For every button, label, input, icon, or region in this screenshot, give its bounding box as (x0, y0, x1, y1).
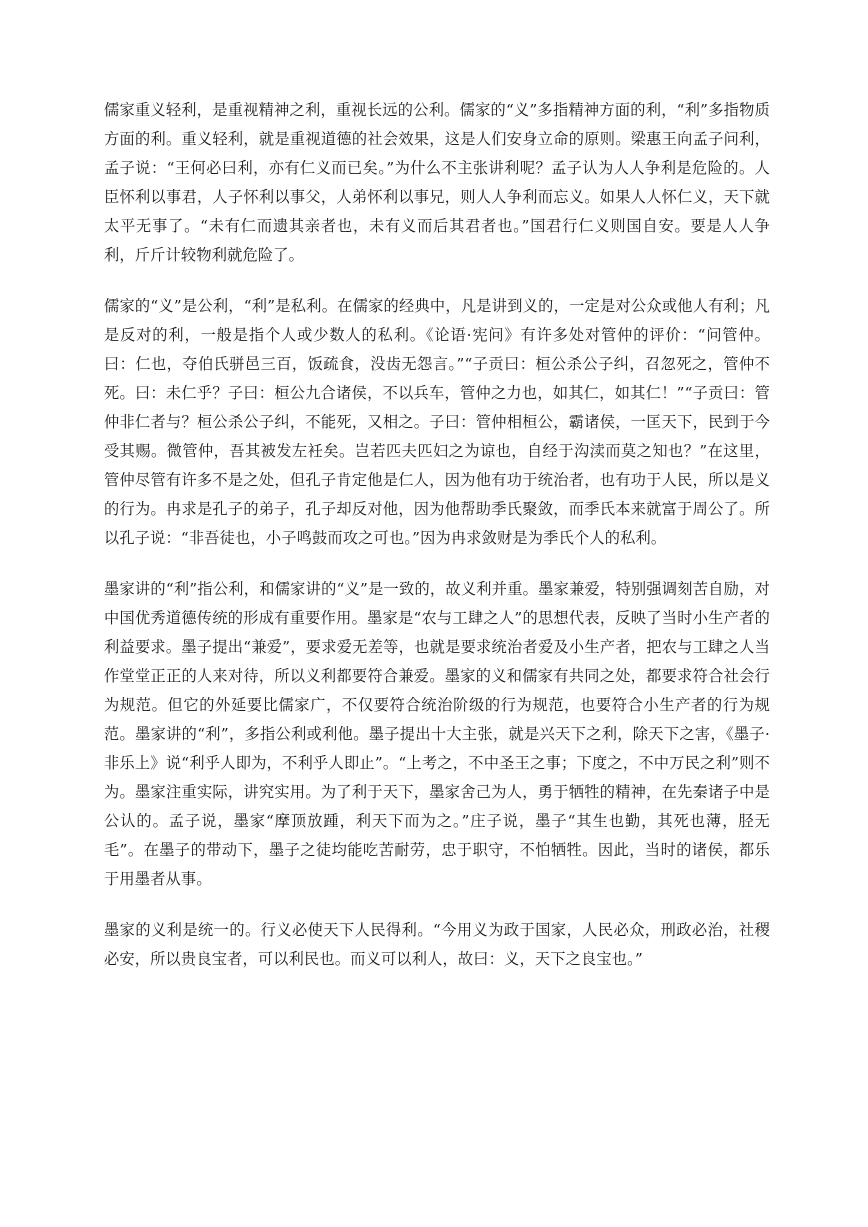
document-body (104, 96, 770, 996)
paragraph-2: 儒家的“义”是公利，“利”是私利。在儒家的经典中，凡是讲到义的，一定是对公众或他人有利；凡是反对的利，一般是指个人或少数人的私利。《论语·宪问》有许多处对管仲的评价：“问管仲。曰：仁也，夺伯氏骈邑三百，饭疏食，没齿无怨言。”“子贡曰：桓公杀公子纠，召忽死之，管仲不死。曰：未仁乎？子曰：桓公九合诸侯，不以兵车，管仲之力也，如其仁，如其仁！”“子贡曰：管仲非仁者与？桓公杀公子纠，不能死，又相之。子曰：管仲相桓公，霸诸侯，一匡天下，民到于今受其赐。微管仲，吾其被发左衽矣。岂若匹夫匹妇之为谅也，自经于沟渎而莫之知也？”在这里，管仲尽管有许多不是之处，但孔子肯定他是仁人，因为他有功于统治者，也有功于人民，所以是义的行为。冉求是孔子的弟子，孔子却反对他，因为他帮助季氏聚敛，而季氏本来就富于周公了。所以孔子说：“非吾徒也，小子鸣鼓而攻之可也。”因为冉求敛财是为季氏个人的私利。 (104, 297, 770, 547)
paragraph-3: 墨家讲的“利”指公利，和儒家讲的“义”是一致的，故义利并重。墨家兼爱，特别强调刻苦自励，对中国优秀道德传统的形成有重要作用。墨家是“农与工肆之人”的思想代表，反映了当时小生产者的利益要求。墨子提出“兼爱”，要求爱无差等，也就是要求统治者爱及小生产者，把农与工肆之人当作堂堂正正的人来对待，所以义利都要符合兼爱。墨家的义和儒家有共同之处，都要求符合社会行为规范。但它的外延要比儒家广，不仅要符合统治阶级的行为规范，也要符合小生产者的行为规范。墨家讲的“利”，多指公利或利他。墨子提出十大主张，就是兴天下之利，除天下之害，《墨子·非乐上》说“利乎人即为，不利乎人即止”。“上考之，不中圣王之事；下度之，不中万民之利”则不为。墨家注重实际，讲究实用。为了利于天下，墨家舍己为人，勇于牺牲的精神，在先秦诸子中是公认的。孟子说，墨家“摩顶放踵，利天下而为之。”庄子说，墨子“其生也勤，其死也薄，胫无毛”。在墨子的带动下，墨子之徒均能吃苦耐劳，忠于职守，不怕牺牲。因此，当时的诸侯，都乐于用墨者从事。 (104, 580, 770, 888)
paragraph-4: 墨家的义利是统一的。行义必使天下人民得利。“今用义为政于国家，人民必众，刑政必治，社稷必安，所以贵良宝者，可以利民也。而义可以利人，故曰：义，天下之良宝也。” (104, 921, 770, 968)
paragraph-1: 儒家重义轻利，是重视精神之利，重视长远的公利。儒家的“义”多指精神方面的利，“利”多指物质方面的利。重义轻利，就是重视道德的社会效果，这是人们安身立命的原则。梁惠王向孟子问利，孟子说：“王何必曰利，亦有仁义而已矣。”为什么不主张讲利呢？孟子认为人人争利是危险的。人臣怀利以事君，人子怀利以事父，人弟怀利以事兄，则人人争利而忘义。如果人人怀仁义，天下就太平无事了。“未有仁而遗其亲者也，未有义而后其君者也。”国君行仁义则国自安。要是人人争利，斤斤计较物利就危险了。 (104, 101, 770, 264)
